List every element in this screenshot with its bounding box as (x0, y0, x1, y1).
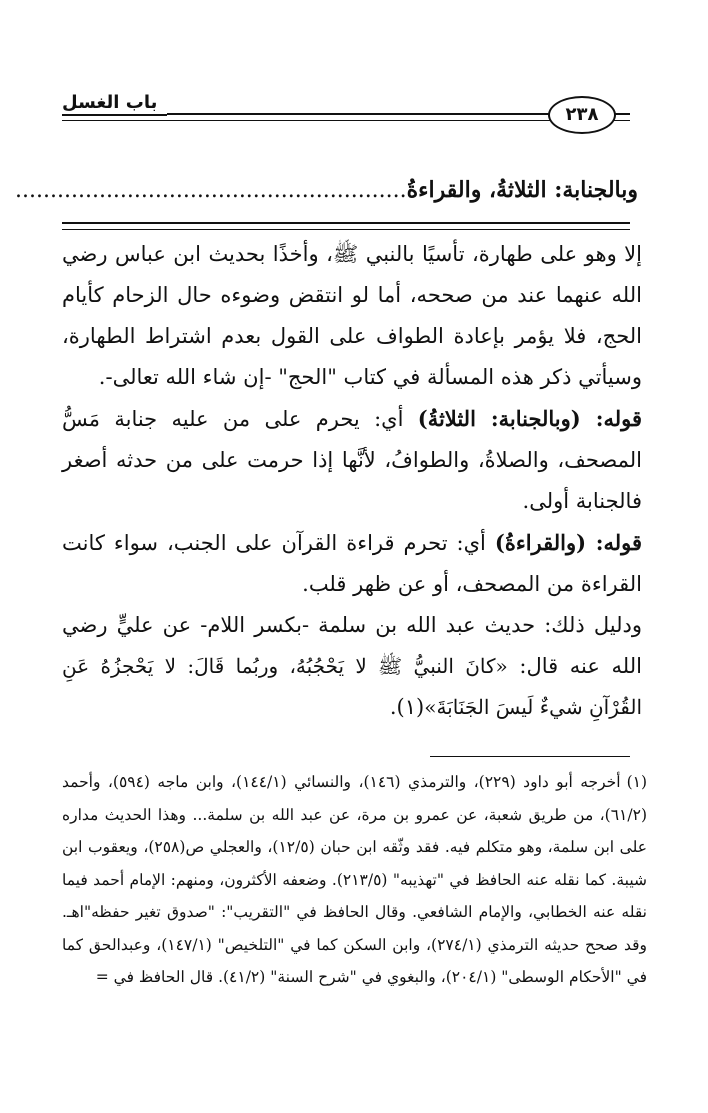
paragraph-2 (62, 398, 642, 522)
matn-dots: ........................................................ (15, 178, 407, 203)
commentary-body (62, 234, 642, 728)
matn-line (15, 170, 638, 211)
footnote-1 (62, 766, 647, 994)
paragraph-1: إلا وهو على طهارة، تأسيًا بالنبي ﷺ، وأخذًا بحديث ابن عباس رضي الله عنهما عند من صححه، أما لو انتقض وضوءه حال الزحام كأيام الحج، فلا يؤمر بإعادة الطواف على القول بعدم اشتراط الطهارة، وسيأتي ذكر هذه المسألة في كتاب "الحج" -إن شاء الله تعالى-. (62, 242, 642, 389)
hadith-quote: «كانَ النبيُّ ﷺ لا يَحْجُبُهُ، وربُما قَالَ: لا يَحْجزُهُ عَنِ القُرْآنِ شيءٌ لَيسَ الجَنَابَةَ» (62, 654, 642, 719)
paragraph-4 (62, 605, 642, 728)
page-number: ٢٣٨ (548, 96, 616, 134)
paragraph-3-text: أي: تحرم قراءة القرآن على الجنب، سواء كانت القراءة من المصحف، أو عن ظهر قلب. (62, 531, 642, 596)
paragraph-2-text: أي: يحرم على من عليه جنابة مَسُّ المصحف، والصلاةُ، والطوافُ، لأنَّها إذا حرمت على من حدثه أصغر فالجنابة أولى. (62, 407, 642, 513)
paragraph-2-label: قوله: (وبالجنابة: الثلاثةُ) (417, 406, 642, 431)
header-rule-thin (62, 120, 630, 121)
matn-text: وبالجنابة: الثلاثةُ، والقراءةُ (406, 177, 638, 203)
matn-divider (62, 222, 630, 230)
paragraph-3-label: قوله: (والقراءةُ) (494, 530, 642, 555)
chapter-title: باب الغسل (62, 92, 167, 116)
footnote-number: (١) (626, 773, 648, 791)
footnote-text: أخرجه أبو داود (٢٢٩)، والترمذي (١٤٦)، والنسائي (١٤٤/١)، وابن ماجه (٥٩٤)، وأحمد (٦١/٢)، من طريق شعبة، عن عمرو بن مرة، عن عبد الله بن سلمة... وهذا الحديث مداره على ابن سلمة، وهو متكلم فيه. فقد وثّقه ابن حبان (١٢/٥)، والعجلي ص(٢٥٨)، ويعقوب ابن شيبة. كما نقله عنه الحافظ في "تهذيبه" (٢١٣/٥). وضعفه الأكثرون، ومنهم: الإمام أحمد فيما نقله عنه الخطابي، والإمام الشافعي. وقال الحافظ في "التقريب": "صدوق تغير حفظه"اهـ. وقد صحح حديثه الترمذي (٢٧٤/١)، وابن السكن كما في "التلخيص" (١٤٧/١)، وعبدالحق كما في "الأحكام الوسطى" (٢٠٤/١)، والبغوي في "شرح السنة" (٤١/٢). قال الحافظ في = (62, 773, 648, 986)
footnote-ref: (١). (389, 695, 425, 719)
paragraph-3 (62, 522, 642, 605)
footnotes (62, 766, 647, 994)
paragraph-4-text: ودليل ذلك: حديث عبد الله بن سلمة -بكسر اللام- عن عليٍّ رضي الله عنه قال: (62, 613, 642, 678)
running-header (62, 92, 630, 138)
footnote-separator (430, 756, 630, 757)
